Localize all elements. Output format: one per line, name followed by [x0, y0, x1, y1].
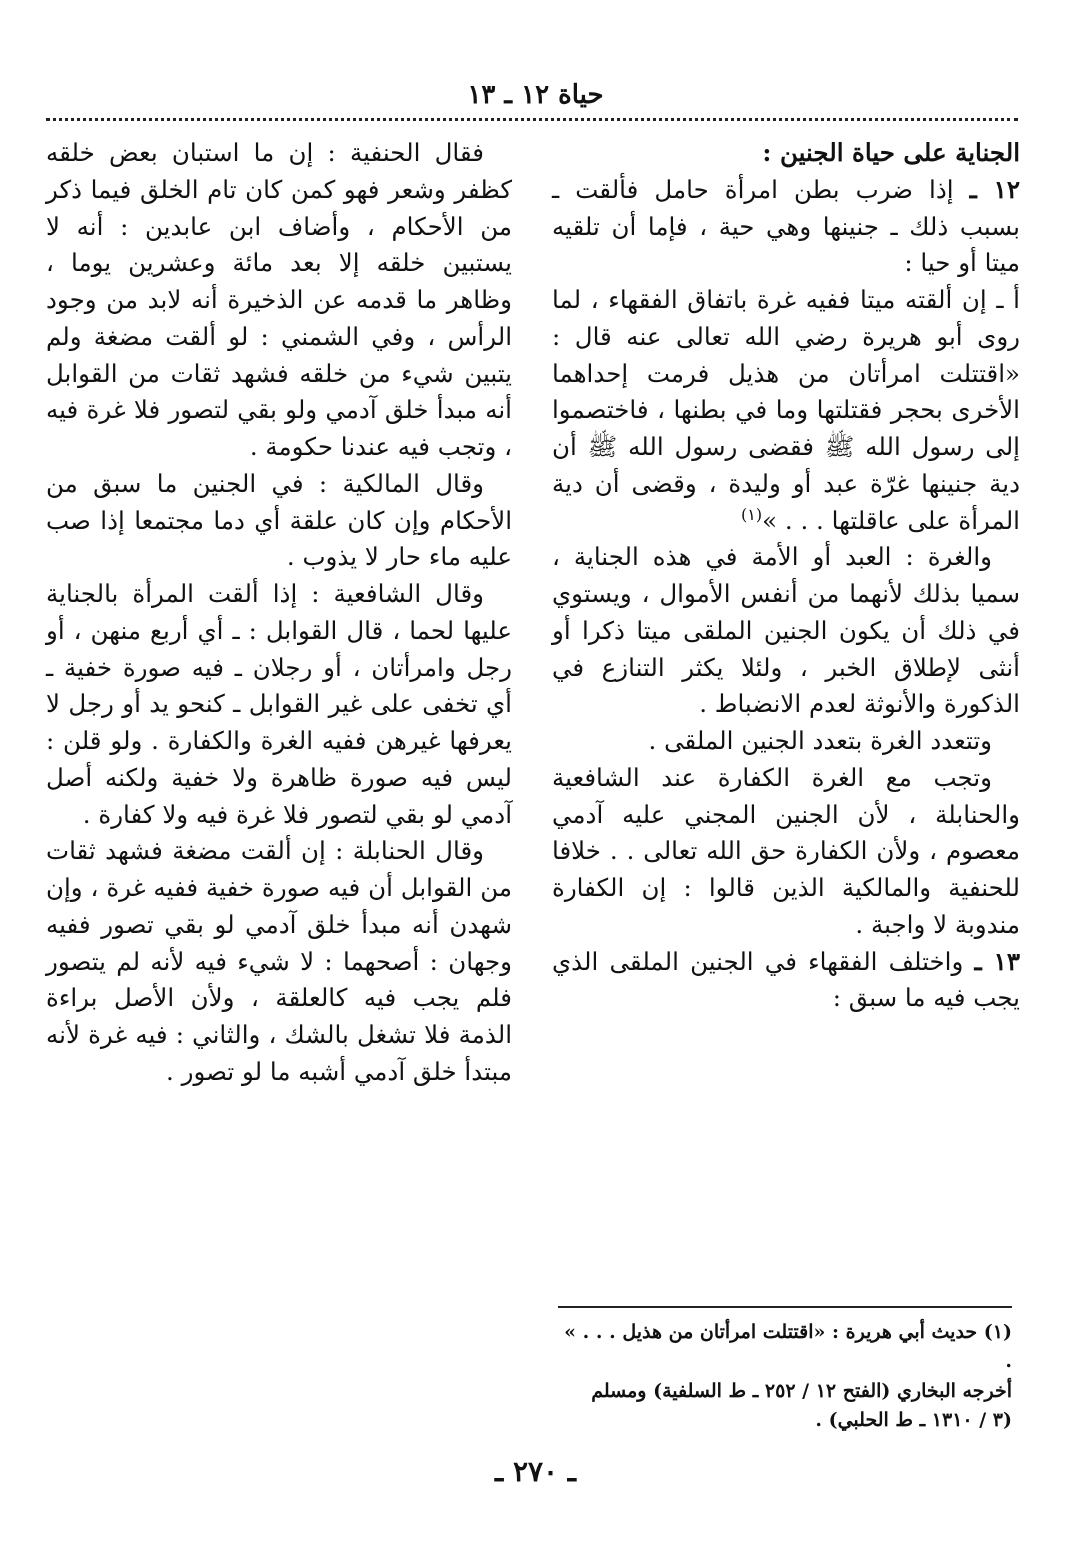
paragraph-a	[552, 282, 1020, 539]
footnote-line: أخرجه البخاري (الفتح ١٢ / ٢٥٢ ـ ط السلفية) ومسلم	[591, 1379, 1012, 1402]
paragraph-text: أ ـ إن ألقته ميتا ففيه غرة باتفاق الفقهاء ، لما روى أبو هريرة رضي الله تعالى عنه قال : «اقتتلت امرأتان من هذيل فرمت إحداهما الأخرى بحجر فقتلتها وما في بطنها ، فاختصموا إلى رسول الله ﷺ فقضى رسول الله ﷺ أن دية جنينها غرّة عبد أو وليدة ، وقضى أن دية المرأة على عاقلتها . . . »	[552, 285, 1020, 535]
paragraph-12	[552, 172, 1020, 282]
footnote-line: (٣ / ١٣١٠ ـ ط الحلبي) .	[815, 1409, 1012, 1432]
running-header: حياة ١٢ ـ ١٣	[467, 80, 604, 110]
paragraph-ghurra: والغرة : العبد أو الأمة في هذه الجناية ، سميا بذلك لأنهما من أنفس الأموال ، ويستوي في ذلك أن يكون الجنين الملقى ميتا ذكرا أو أنثى لإطلاق الخبر ، ولئلا يكثر التنازع في الذكورة والأنوثة لعدم الانضباط .	[552, 542, 1020, 719]
paragraph-hanbali: وقال الحنابلة : إن ألقت مضغة فشهد ثقات من القوابل أن فيه صورة خفية ففيه غرة ، وإن شهدن أنه مبدأ خلق آدمي لو بقي تصور ففيه وجهان : أصحهما : لا شيء فيه لأنه لم يتصور فلم يجب فيه كالعلقة ، ولأن الأصل براءة الذمة فلا تشغل بالشك ، والثاني : فيه غرة لأنه مبتدأ خلق آدمي أشبه ما لو تصور .	[46, 836, 512, 1086]
paragraph-number: ١٣ ـ	[974, 946, 1020, 976]
paragraph-number: ١٢ ـ	[969, 174, 1020, 204]
paragraph-text: إذا ضرب بطن امرأة حامل فألقت ـ بسبب ذلك ـ جنينها وهي حية ، فإما أن تلقيه ميتا أو حيا :	[552, 174, 1020, 278]
paragraph-hanafi: فقال الحنفية : إن ما استبان بعض خلقه كظفر وشعر فهو كمن كان تام الخلق فيما ذكر من الأحكام ، وأضاف ابن عابدين : أنه لا يستبين خلقه إلا بعد مائة وعشرين يوما ، وظاهر ما قدمه عن الذخيرة أنه لابد من وجود الرأس ، وفي الشمني : لو ألقت مضغة ولم يتبين شيء من خلقه فشهد ثقات من القوابل أنه مبدأ خلق آدمي ولو بقي لتصور فلا غرة فيه ، وتجب فيه عندنا حكومة .	[46, 138, 512, 461]
page-number: ـ ٢٧٠ ـ	[494, 1455, 577, 1488]
paragraph-maliki: وقال المالكية : في الجنين ما سبق من الأحكام وإن كان علقة أي دما مجتمعا إذا صب عليه ماء حار لا يذوب .	[46, 468, 512, 572]
left-column	[46, 135, 512, 1091]
footnote-ref: (١)	[741, 504, 763, 524]
paragraph-text: واختلف الفقهاء في الجنين الملقى الذي يجب فيه ما سبق :	[552, 946, 1020, 1013]
footnote-line: (١) حديث أبي هريرة : «اقتتلت امرأتان من هذيل . . . » .	[564, 1321, 1012, 1373]
paragraph-13	[552, 944, 1020, 1018]
footnote-divider	[558, 1306, 1012, 1308]
header-divider	[46, 118, 1018, 121]
right-column	[552, 135, 1020, 1017]
section-heading: الجناية على حياة الجنين :	[762, 138, 1020, 167]
footnotes	[552, 1318, 1012, 1436]
paragraph-kaffara: وتجب مع الغرة الكفارة عند الشافعية والحنابلة ، لأن الجنين المجني عليه آدمي معصوم ، ولأن الكفارة حق الله تعالى . . خلافا للحنفية والمالكية الذين قالوا : إن الكفارة مندوبة لا واجبة .	[552, 762, 1020, 939]
paragraph-multiple: وتتعدد الغرة بتعدد الجنين الملقى .	[648, 726, 992, 756]
paragraph-shafii: وقال الشافعية : إذا ألقت المرأة بالجناية عليها لحما ، قال القوابل : ـ أي أربع منهن ، أو رجل وامرأتان ، أو رجلان ـ فيه صورة خفية ـ أي تخفى على غير القوابل ـ كنحو يد أو رجل لا يعرفها غيرهن ففيه الغرة والكفارة . ولو قلن : ليس فيه صورة ظاهرة ولا خفية ولكنه أصل آدمي لو بقي لتصور فلا غرة فيه ولا كفارة .	[46, 579, 512, 829]
